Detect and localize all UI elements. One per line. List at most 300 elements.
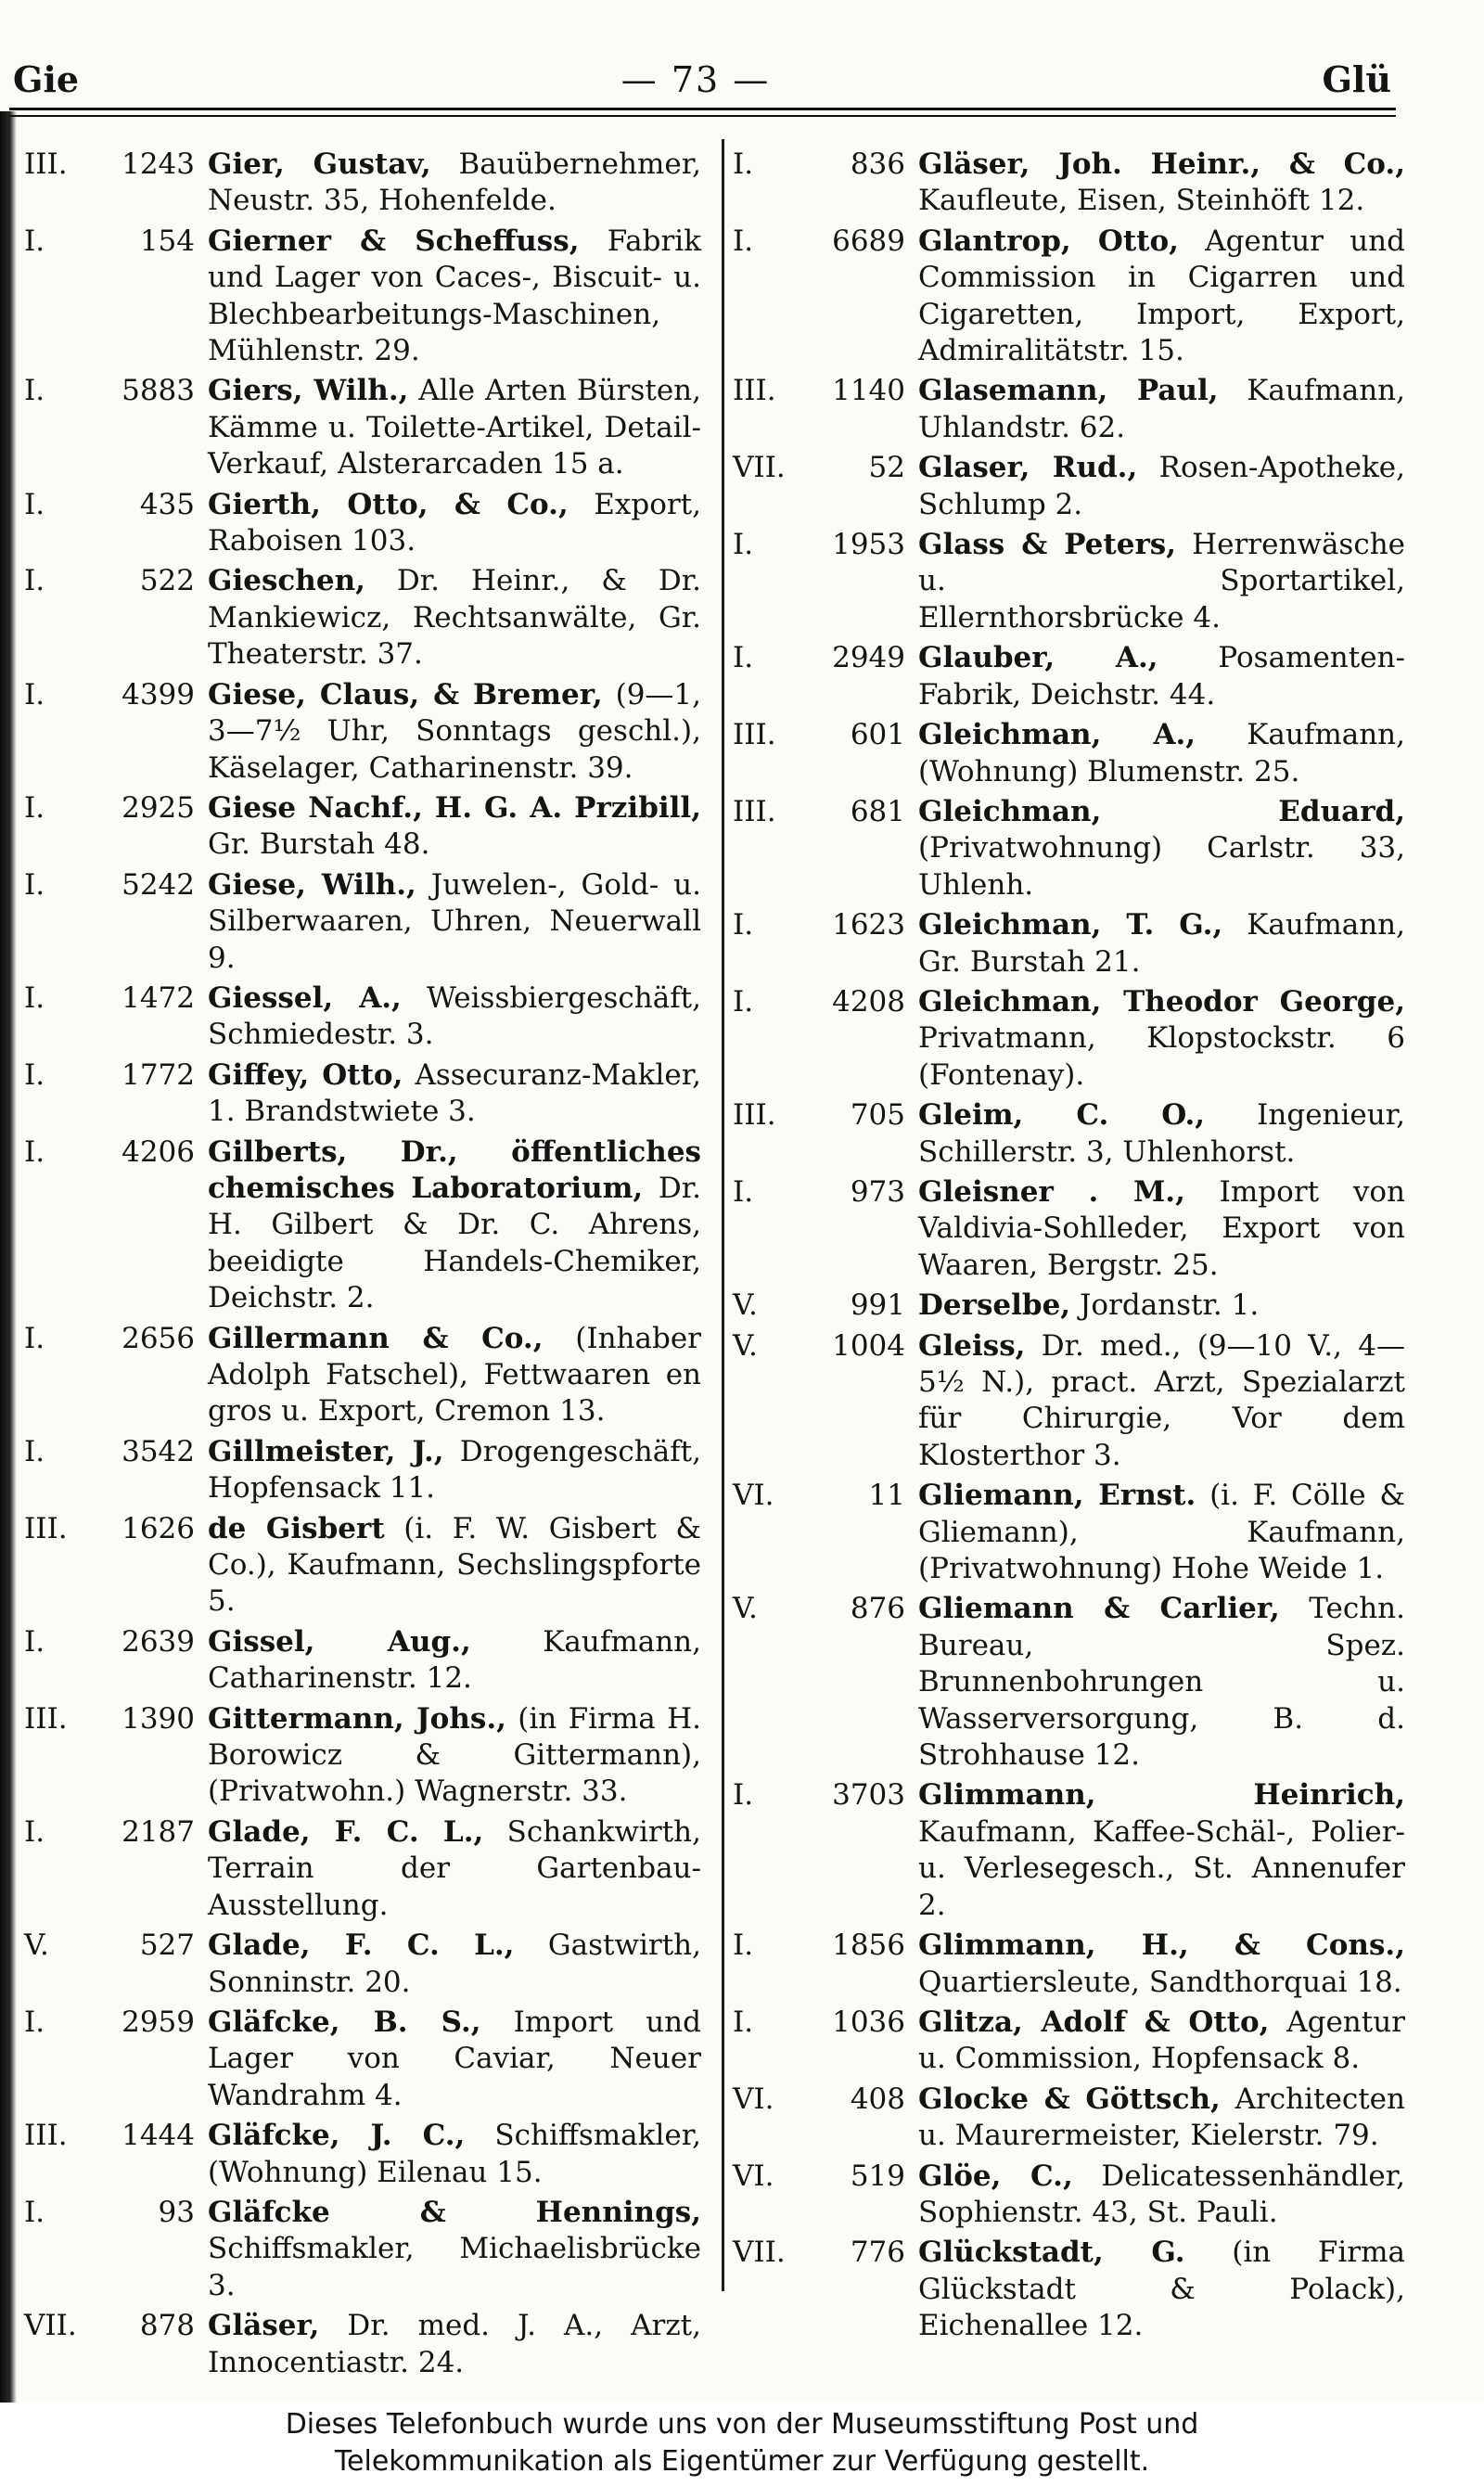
entry-description: (Inhaber Adolph Fatschel), Fettwaaren en gros u. Export, Cremon 13. — [208, 1321, 701, 1429]
entry-phone — [24, 563, 208, 599]
entry-name: Giessel, A., — [208, 980, 402, 1015]
entry-number: 1243 — [122, 147, 195, 181]
entry-district: I. — [24, 487, 45, 521]
entry-text — [208, 1134, 701, 1317]
entry-number: 154 — [139, 224, 195, 258]
entry-text — [918, 373, 1405, 446]
directory-entry — [733, 527, 1405, 636]
entry-text — [208, 2308, 701, 2381]
directory-entry — [733, 907, 1405, 980]
entry-description: (in Firma H. Borowicz & Gittermann), (Privatwohn.) Wagnerstr. 33. — [208, 1701, 702, 1809]
entry-number: 1856 — [832, 1929, 905, 1963]
entry-phone — [24, 1134, 208, 1171]
entry-number: 601 — [850, 718, 905, 752]
entry-number: 408 — [850, 2082, 905, 2116]
entry-phone — [733, 1777, 918, 1813]
entry-phone — [24, 1511, 208, 1547]
entry-phone — [733, 373, 918, 409]
directory-entry — [733, 224, 1405, 370]
right-column — [733, 147, 1405, 2349]
entry-text — [208, 1511, 701, 1621]
entry-number: 2925 — [122, 790, 195, 825]
entry-district: III. — [24, 147, 68, 181]
entry-number: 2187 — [122, 1814, 195, 1849]
entry-district: I. — [733, 147, 754, 181]
entry-text — [918, 717, 1405, 790]
directory-entry — [24, 1624, 701, 1698]
header-rule-thin — [9, 115, 1396, 117]
directory-entry — [24, 980, 701, 1054]
entry-name: Glocke & Göttsch, — [918, 2082, 1221, 2116]
footer-line-1: Dieses Telefonbuch wurde uns von der Museumsstiftung Post und — [285, 2408, 1199, 2441]
entry-district: VI. — [733, 2082, 774, 2116]
entry-district: I. — [24, 564, 45, 598]
entry-name: Giers, Wilh., — [208, 374, 409, 408]
entry-description: Kaufmann, Kaffee-Schäl-, Polier- u. Verlesegesch., St. Annenufer 2. — [918, 1814, 1405, 1922]
entry-district: I. — [733, 2005, 754, 2039]
entry-phone — [733, 1928, 918, 1964]
entry-phone — [24, 2195, 208, 2231]
directory-entry — [733, 2005, 1405, 2078]
entry-description: (9—1, 3—7½ Uhr, Sonntags geschl.), Käselager, Catharinenstr. 39. — [208, 677, 702, 785]
entry-name: Giese Nachf., H. G. A. Przibill, — [208, 790, 701, 825]
entry-phone — [24, 2005, 208, 2041]
entry-text — [918, 1777, 1405, 1924]
directory-entry — [24, 1928, 701, 2001]
entry-phone — [24, 677, 208, 713]
entry-text — [918, 1097, 1405, 1171]
entry-name: Gleichman, T. G., — [918, 908, 1223, 942]
entry-district: I. — [24, 1624, 45, 1659]
entry-number: 519 — [850, 2159, 905, 2193]
entry-number: 5883 — [122, 374, 195, 408]
entry-description: Jordanstr. 1. — [1070, 1288, 1260, 1323]
entry-name: Glauber, A., — [918, 641, 1158, 675]
entry-description: Drogengeschäft, Hopfensack 11. — [208, 1434, 701, 1506]
entry-district: III. — [24, 1701, 68, 1736]
entry-description: Dr. H. Gilbert & Dr. C. Ahrens, beeidigte Handels-Chemiker, Deichstr. 2. — [208, 1171, 701, 1315]
entry-description: (i. F. Cölle & Gliemann), Kaufmann, (Privatwohnung) Hohe Weide 1. — [918, 1479, 1405, 1586]
entry-number: 3542 — [122, 1434, 195, 1468]
entry-text — [918, 147, 1405, 220]
entry-number: 2639 — [122, 1624, 195, 1659]
entry-text — [918, 2082, 1405, 2155]
entry-name: Gillmeister, J., — [208, 1434, 444, 1468]
directory-entry — [24, 563, 701, 673]
entry-phone — [24, 147, 208, 183]
entry-description: Kaufmann, Catharinenstr. 12. — [208, 1624, 701, 1696]
entry-description: Kaufmann, Gr. Burstah 21. — [918, 908, 1405, 979]
entry-number: 4208 — [832, 984, 905, 1019]
directory-entry — [733, 1288, 1405, 1324]
entry-description: Agentur u. Commission, Hopfensack 8. — [918, 2005, 1406, 2076]
directory-entry — [24, 867, 701, 977]
entry-name: Glöe, C., — [918, 2159, 1073, 2193]
entry-district: I. — [24, 790, 45, 825]
entry-name: Glass & Peters, — [918, 528, 1177, 562]
entry-description: Rosen-Apotheke, Schlump 2. — [918, 451, 1405, 521]
entry-number: 52 — [868, 451, 905, 485]
entry-phone — [733, 224, 918, 260]
entry-text — [208, 980, 701, 1054]
entry-text — [918, 450, 1405, 523]
entry-name: Giese, Wilh., — [208, 867, 416, 902]
entry-text — [208, 867, 701, 977]
entry-name: Glitza, Adolf & Otto, — [918, 2005, 1270, 2039]
entry-description: Juwelen-, Gold- u. Silberwaaren, Uhren, Neuerwall 9. — [208, 867, 701, 975]
entry-number: 1772 — [122, 1057, 195, 1092]
entry-description: Gastwirth, Sonninstr. 20. — [208, 1929, 701, 1999]
entry-name: Gieschen, — [208, 564, 365, 598]
entry-number: 681 — [850, 794, 905, 828]
directory-entry — [24, 1057, 701, 1131]
entry-description: Agentur und Commission in Cigarren und Cigaretten, Import, Export, Admiralitätstr. 15. — [918, 224, 1405, 368]
entry-name: Gliemann & Carlier, — [918, 1592, 1280, 1626]
entry-phone — [24, 224, 208, 260]
entry-text — [208, 1624, 701, 1698]
entry-district: I. — [24, 374, 45, 408]
entry-name: Gilberts, Dr., öffentliches chemisches Laboratorium, — [208, 1134, 701, 1205]
directory-entry — [733, 1328, 1405, 1475]
entry-phone — [733, 1591, 918, 1627]
entry-district: VI. — [733, 2159, 774, 2193]
directory-entry — [24, 1814, 701, 1924]
entry-description: Import von Valdivia-Sohlleder, Export von Waaren, Bergstr. 25. — [918, 1174, 1406, 1282]
directory-entry — [24, 677, 701, 787]
entry-name: Gierth, Otto, & Co., — [208, 487, 569, 521]
entry-description: Dr. med. J. A., Arzt, Innocentiastr. 24. — [208, 2309, 701, 2379]
entry-name: Glückstadt, G. — [918, 2236, 1185, 2270]
entry-number: 1036 — [832, 2005, 905, 2039]
entry-district: I. — [733, 641, 754, 675]
entry-text — [208, 677, 701, 787]
directory-entry — [733, 1777, 1405, 1924]
page-number: — 73 — — [620, 59, 771, 100]
entry-text — [918, 907, 1405, 980]
directory-entry — [24, 1321, 701, 1430]
entry-description: Schiffsmakler, (Wohnung) Eilenau 15. — [208, 2119, 701, 2189]
entry-text — [918, 794, 1405, 903]
entry-number: 1444 — [122, 2119, 195, 2153]
entry-description: Assecuranz-Makler, 1. Brandstwiete 3. — [208, 1057, 701, 1129]
entry-text — [918, 1591, 1405, 1774]
entry-number: 705 — [850, 1098, 905, 1133]
entry-name: Gläfcke, B. S., — [208, 2005, 481, 2039]
entry-district: III. — [733, 374, 776, 408]
entry-number: 3703 — [832, 1778, 905, 1813]
entry-description: Kaufleute, Eisen, Steinhöft 12. — [918, 184, 1365, 218]
entry-description: Fabrik und Lager von Caces-, Biscuit- u. Blechbearbeitungs-Maschinen, Mühlenstr. 29. — [208, 224, 701, 368]
entry-phone — [733, 450, 918, 486]
directory-entry — [733, 984, 1405, 1094]
entry-text — [918, 1928, 1405, 2001]
directory-entry — [733, 2159, 1405, 2232]
directory-entry — [733, 1097, 1405, 1171]
entry-phone — [733, 984, 918, 1020]
entry-number: 836 — [850, 147, 905, 181]
entry-district: I. — [24, 2005, 45, 2039]
entry-phone — [733, 2082, 918, 2118]
entry-name: Gläfcke & Hennings, — [208, 2195, 701, 2229]
entry-phone — [24, 1928, 208, 1964]
entry-number: 5242 — [122, 867, 195, 902]
entry-name: Glimmann, Heinrich, — [918, 1778, 1405, 1813]
entry-phone — [24, 1434, 208, 1470]
footer-line-2: Telekommunikation als Eigentümer zur Verfügung gestellt. — [334, 2445, 1150, 2478]
entry-description: Kaufmann, Uhlandstr. 62. — [918, 374, 1405, 444]
entry-phone — [733, 717, 918, 753]
entry-district: I. — [24, 1134, 45, 1169]
entry-district: I. — [733, 1778, 754, 1813]
entry-text — [208, 1928, 701, 2001]
header-left-keyword: Gie — [13, 58, 80, 100]
entry-district: I. — [24, 1321, 45, 1355]
page-header — [0, 58, 1484, 102]
directory-entry — [24, 2005, 701, 2114]
entry-text — [918, 640, 1405, 713]
entry-number: 6689 — [832, 224, 905, 258]
column-divider — [722, 139, 724, 2291]
entry-name: Glasemann, Paul, — [918, 374, 1219, 408]
entry-district: III. — [733, 1098, 776, 1133]
entry-description: (Privatwohnung) Carlstr. 33, Uhlenh. — [918, 831, 1405, 902]
entry-number: 2959 — [122, 2005, 195, 2039]
entry-district: I. — [733, 1174, 754, 1209]
directory-entry — [733, 794, 1405, 903]
entry-district: III. — [24, 2119, 68, 2153]
entry-phone — [733, 1174, 918, 1211]
entry-description: Kaufmann, (Wohnung) Blumenstr. 25. — [918, 718, 1405, 788]
entry-district: I. — [24, 980, 45, 1015]
entry-description: Ingenieur, Schillerstr. 3, Uhlenhorst. — [918, 1098, 1405, 1169]
entry-phone — [24, 1624, 208, 1660]
entry-text — [918, 984, 1405, 1094]
entry-text — [208, 790, 701, 864]
entry-description: Architecten u. Maurermeister, Kielerstr. 79. — [918, 2082, 1405, 2153]
entry-name: de Gisbert — [208, 1511, 385, 1545]
entry-description: (i. F. W. Gisbert & Co.), Kaufmann, Sechslingspforte 5. — [208, 1511, 701, 1619]
entry-number: 1626 — [122, 1511, 195, 1545]
entry-phone — [24, 867, 208, 903]
entry-district: III. — [733, 794, 776, 828]
entry-number: 2949 — [832, 641, 905, 675]
entry-text — [208, 147, 701, 220]
entry-description: Techn. Bureau, Spez. Brunnenbohrungen u. Wasserversorgung, B. d. Strohhause 12. — [918, 1592, 1405, 1773]
directory-entry — [733, 1928, 1405, 2001]
directory-entry — [24, 1434, 701, 1507]
entry-district: I. — [24, 867, 45, 902]
entry-name: Gleiss, — [918, 1328, 1026, 1363]
directory-entry — [24, 2118, 701, 2191]
directory-entry — [24, 373, 701, 482]
entry-text — [208, 1321, 701, 1430]
entry-text — [208, 563, 701, 673]
entry-name: Gleichman, Eduard, — [918, 794, 1405, 828]
entry-text — [918, 224, 1405, 370]
entry-phone — [733, 640, 918, 676]
entry-text — [208, 487, 701, 560]
entry-district: VII. — [733, 2236, 786, 2270]
entry-description: Schiffsmakler, Michaelisbrücke 3. — [208, 2232, 701, 2302]
entry-phone — [24, 980, 208, 1017]
entry-phone — [733, 1478, 918, 1514]
entry-name: Giffey, Otto, — [208, 1057, 403, 1092]
entry-name: Gierner & Scheffuss, — [208, 224, 580, 258]
directory-entry — [24, 1134, 701, 1317]
entry-name: Gleim, C. O., — [918, 1098, 1206, 1133]
entry-description: Dr. med., (9—10 V., 4—5½ N.), pract. Arzt, Spezialarzt für Chirurgie, Vor dem Klosterthor 3. — [918, 1328, 1405, 1472]
entry-number: 973 — [850, 1174, 905, 1209]
directory-entry — [733, 450, 1405, 523]
entry-district: I. — [733, 984, 754, 1019]
entry-text — [208, 2005, 701, 2114]
entry-name: Glimmann, H., & Cons., — [918, 1929, 1405, 1963]
entry-description: Export, Raboisen 103. — [208, 487, 701, 558]
entry-phone — [24, 790, 208, 827]
entry-description: Delicatessenhändler, Sophienstr. 43, St. Pauli. — [918, 2159, 1405, 2229]
entry-district: V. — [733, 1288, 758, 1323]
entry-district: III. — [24, 1511, 68, 1545]
entry-phone — [733, 2235, 918, 2271]
entry-phone — [24, 1814, 208, 1851]
page-binding-shadow — [0, 111, 17, 2403]
entry-name: Gissel, Aug., — [208, 1624, 471, 1659]
entry-number: 4206 — [122, 1134, 195, 1169]
entry-number: 1140 — [832, 374, 905, 408]
entry-district: I. — [24, 224, 45, 258]
entry-number: 527 — [139, 1929, 195, 1963]
entry-district: III. — [733, 718, 776, 752]
entry-description: Quartiersleute, Sandthorquai 18. — [918, 1965, 1402, 1999]
left-column — [24, 147, 701, 2385]
entry-number: 11 — [868, 1479, 905, 1513]
entry-description: Alle Arten Bürsten, Kämme u. Toilette-Artikel, Detail-Verkauf, Alsterarcaden 15 a. — [208, 374, 701, 481]
entry-name: Gläser, — [208, 2309, 320, 2343]
footer-notice — [0, 2403, 1484, 2486]
entry-description: Gr. Burstah 48. — [208, 827, 430, 862]
entry-text — [208, 2118, 701, 2191]
entry-name: Derselbe, — [918, 1288, 1071, 1323]
directory-entry — [24, 1701, 701, 1811]
entry-text — [918, 2005, 1405, 2078]
entry-phone — [24, 1321, 208, 1357]
entry-number: 522 — [139, 564, 195, 598]
entry-number: 1390 — [122, 1701, 195, 1736]
directory-entry — [733, 2235, 1405, 2344]
entry-name: Gillermann & Co., — [208, 1321, 544, 1355]
entry-description: Herrenwäsche u. Sportartikel, Ellernthorsbrücke 4. — [918, 528, 1406, 634]
entry-number: 93 — [158, 2195, 195, 2229]
entry-text — [208, 1814, 701, 1924]
directory-entry — [733, 147, 1405, 220]
entry-district: VI. — [733, 1479, 774, 1513]
directory-entry — [24, 790, 701, 864]
entry-description: Posamenten-Fabrik, Deichstr. 44. — [918, 641, 1405, 711]
entry-phone — [733, 2005, 918, 2041]
entry-name: Giese, Claus, & Bremer, — [208, 677, 603, 711]
entry-description: Bauübernehmer, Neustr. 35, Hohenfelde. — [208, 147, 701, 218]
entry-name: Glantrop, Otto, — [918, 224, 1179, 258]
entry-district: VII. — [24, 2309, 77, 2343]
entry-description: Import und Lager von Caviar, Neuer Wandrahm 4. — [208, 2005, 701, 2112]
directory-entry — [733, 2082, 1405, 2155]
directory-entry — [733, 1478, 1405, 1587]
entry-district: I. — [24, 1434, 45, 1468]
entry-name: Gleichman, Theodor George, — [918, 984, 1405, 1019]
entry-number: 876 — [850, 1592, 905, 1626]
entry-name: Glade, F. C. L., — [208, 1929, 515, 1963]
entry-name: Gläser, Joh. Heinr., & Co., — [918, 147, 1405, 181]
entry-district: VII. — [733, 451, 786, 485]
entry-text — [918, 1328, 1405, 1475]
entry-text — [208, 373, 701, 482]
entry-text — [918, 2159, 1405, 2232]
entry-district: I. — [24, 1057, 45, 1092]
entry-phone — [24, 1701, 208, 1737]
entry-number: 1953 — [832, 528, 905, 562]
entry-phone — [733, 907, 918, 943]
entry-number: 2656 — [122, 1321, 195, 1355]
entry-district: I. — [733, 224, 754, 258]
entry-phone — [733, 527, 918, 563]
entry-name: Gleichman, A., — [918, 718, 1196, 752]
entry-phone — [733, 1097, 918, 1134]
entry-number: 1472 — [122, 980, 195, 1015]
entry-name: Gittermann, Johs., — [208, 1701, 506, 1736]
directory-entry — [733, 1174, 1405, 1284]
entry-text — [918, 2235, 1405, 2344]
entry-phone — [733, 147, 918, 183]
directory-entry — [733, 640, 1405, 713]
entry-phone — [24, 373, 208, 409]
directory-entry — [24, 224, 701, 370]
entry-name: Glaser, Rud., — [918, 451, 1138, 485]
entry-text — [918, 1478, 1405, 1587]
entry-number: 435 — [139, 487, 195, 521]
entry-description: Privatmann, Klopstockstr. 6 (Fontenay). — [918, 1021, 1405, 1092]
entry-text — [918, 527, 1405, 636]
entry-number: 991 — [850, 1288, 905, 1323]
entry-description: (in Firma Glückstadt & Polack), Eichenallee 12. — [918, 2236, 1405, 2343]
entry-district: V. — [733, 1592, 758, 1626]
directory-entry — [733, 1591, 1405, 1774]
entry-text — [918, 1288, 1405, 1324]
entry-description: Dr. Heinr., & Dr. Mankiewicz, Rechtsanwälte, Gr. Theaterstr. 37. — [208, 564, 701, 672]
entry-phone — [733, 2159, 918, 2195]
entry-phone — [24, 2118, 208, 2154]
entry-text — [208, 1057, 701, 1131]
entry-name: Gliemann, Ernst. — [918, 1479, 1196, 1513]
entry-text — [208, 1434, 701, 1507]
directory-entry — [24, 2308, 701, 2381]
entry-phone — [733, 1288, 918, 1324]
entry-name: Gleisner . M., — [918, 1174, 1185, 1209]
entry-district: V. — [24, 1929, 49, 1963]
entry-number: 776 — [850, 2236, 905, 2270]
directory-entry — [24, 2195, 701, 2304]
entry-district: I. — [24, 2195, 45, 2229]
entry-district: I. — [733, 908, 754, 942]
entry-district: V. — [733, 1328, 758, 1363]
entry-name: Glade, F. C. L., — [208, 1814, 484, 1849]
entry-number: 4399 — [122, 677, 195, 711]
entry-description: Schankwirth, Terrain der Gartenbau-Ausstellung. — [208, 1814, 701, 1922]
entry-name: Gläfcke, J. C., — [208, 2119, 466, 2153]
entry-district: I. — [24, 677, 45, 711]
header-rule-thick — [9, 108, 1396, 110]
entry-text — [208, 224, 701, 370]
directory-entry — [24, 147, 701, 220]
